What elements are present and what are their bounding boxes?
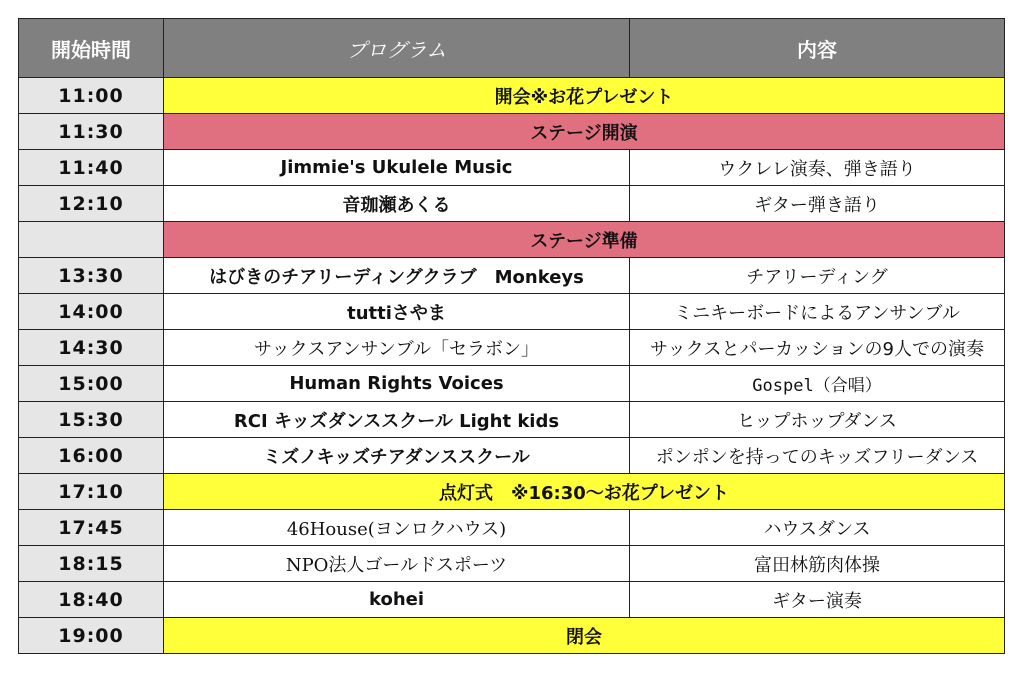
program-cell: 音珈瀬あくる (164, 186, 630, 222)
program-cell: Jimmie's Ukulele Music (164, 150, 630, 186)
content-cell: サックスとパーカッションの9人での演奏 (630, 330, 1005, 366)
event-banner-stage-start: ステージ開演 (164, 114, 1005, 150)
time-cell: 12:10 (19, 186, 164, 222)
table-row (19, 186, 1005, 222)
time-cell (19, 222, 164, 258)
program-cell: Human Rights Voices (164, 366, 630, 402)
table-row (19, 510, 1005, 546)
event-banner-closing: 閉会 (164, 618, 1005, 654)
content-cell: チアリーディング (630, 258, 1005, 294)
header-row (19, 19, 1005, 78)
table-row (19, 402, 1005, 438)
program-cell: ミズノキッズチアダンススクール (164, 438, 630, 474)
content-cell: Gospel（合唱） (630, 366, 1005, 402)
event-banner-stage-prep: ステージ準備 (164, 222, 1005, 258)
table-row (19, 78, 1005, 114)
table-row (19, 222, 1005, 258)
table-row (19, 294, 1005, 330)
table-row (19, 330, 1005, 366)
time-cell: 19:00 (19, 618, 164, 654)
event-banner-lighting: 点灯式 ※16:30〜お花プレゼント (164, 474, 1005, 510)
table-row (19, 258, 1005, 294)
program-cell: はびきのチアリーディングクラブ Monkeys (164, 258, 630, 294)
content-cell: 富田林筋肉体操 (630, 546, 1005, 582)
time-cell: 18:40 (19, 582, 164, 618)
time-cell: 13:30 (19, 258, 164, 294)
time-cell: 11:00 (19, 78, 164, 114)
table-row (19, 114, 1005, 150)
time-cell: 15:30 (19, 402, 164, 438)
table-row (19, 582, 1005, 618)
program-cell: サックスアンサンブル「セラボン」 (164, 330, 630, 366)
table-row (19, 366, 1005, 402)
header-content: 内容 (630, 19, 1005, 78)
content-cell: ポンポンを持ってのキッズフリーダンス (630, 438, 1005, 474)
time-cell: 11:40 (19, 150, 164, 186)
time-cell: 14:00 (19, 294, 164, 330)
content-cell: ギター演奏 (630, 582, 1005, 618)
content-cell: ハウスダンス (630, 510, 1005, 546)
table-row (19, 546, 1005, 582)
table-row (19, 474, 1005, 510)
content-cell: ウクレレ演奏、弾き語り (630, 150, 1005, 186)
time-cell: 17:45 (19, 510, 164, 546)
time-cell: 17:10 (19, 474, 164, 510)
time-cell: 11:30 (19, 114, 164, 150)
program-cell: 46House(ヨンロクハウス) (164, 510, 630, 546)
content-cell: ミニキーボードによるアンサンブル (630, 294, 1005, 330)
program-cell: tuttiさやま (164, 294, 630, 330)
content-cell: ヒップホップダンス (630, 402, 1005, 438)
header-program: プログラム (164, 19, 630, 78)
time-cell: 15:00 (19, 366, 164, 402)
program-cell: NPO法人ゴールドスポーツ (164, 546, 630, 582)
table-row (19, 150, 1005, 186)
table-row (19, 438, 1005, 474)
time-cell: 16:00 (19, 438, 164, 474)
schedule-table (18, 18, 1005, 654)
schedule-container (18, 18, 1005, 654)
program-cell: kohei (164, 582, 630, 618)
time-cell: 14:30 (19, 330, 164, 366)
table-row (19, 618, 1005, 654)
time-cell: 18:15 (19, 546, 164, 582)
content-cell: ギター弾き語り (630, 186, 1005, 222)
program-cell: RCI キッズダンススクール Light kids (164, 402, 630, 438)
header-start-time: 開始時間 (19, 19, 164, 78)
event-banner-opening: 開会※お花プレゼント (164, 78, 1005, 114)
